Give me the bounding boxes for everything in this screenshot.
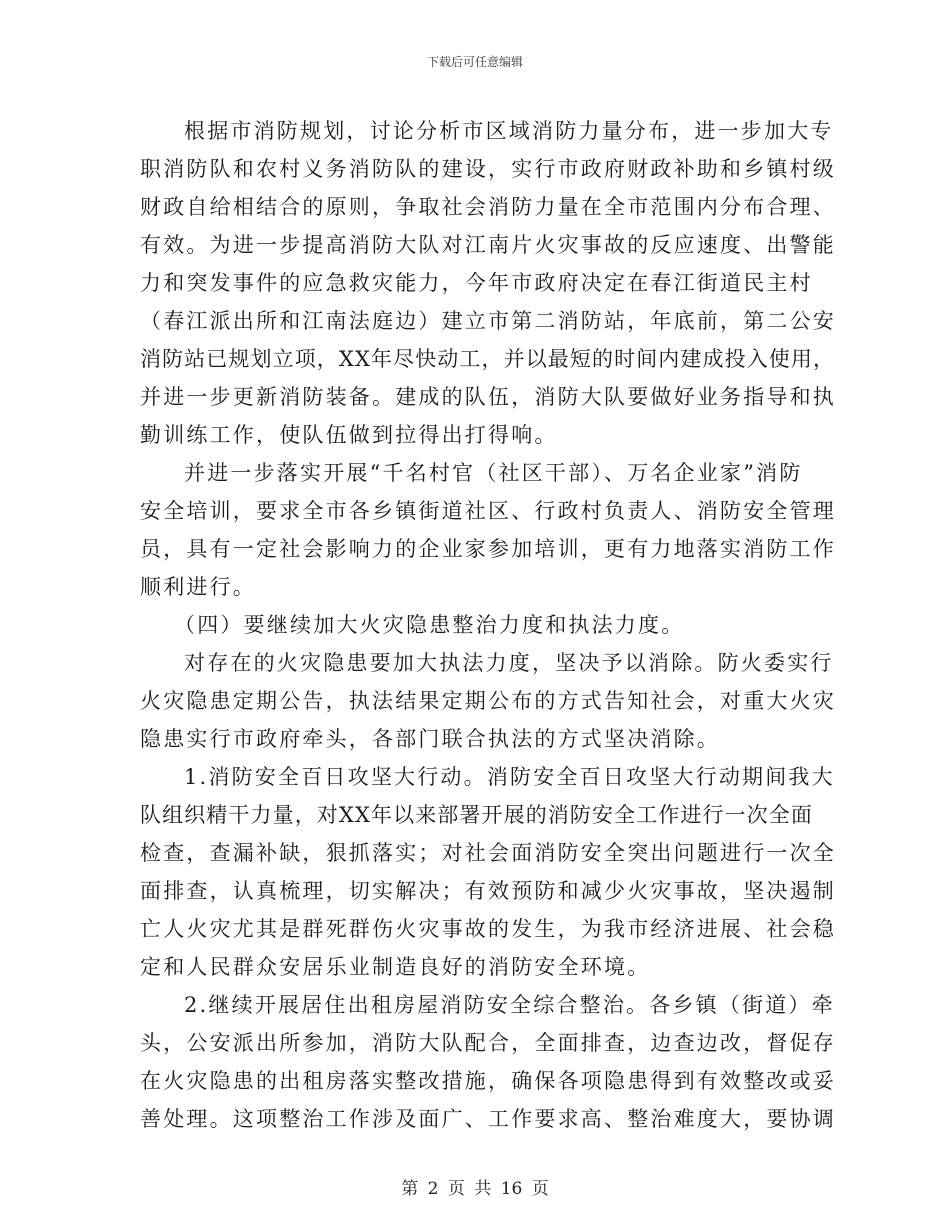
- paragraph-line: 并进一步落实开展“千名村官（社区干部）、万名企业家”消防: [184, 461, 803, 485]
- paragraph-line: 2.继续开展居住出租房屋消防安全综合整治。各乡镇（街道）牵: [184, 993, 835, 1017]
- paragraph-line: 财政自给相结合的原则，争取社会消防力量在全市范围内分布合理、: [140, 195, 836, 219]
- paragraph-line: 根据市消防规划，讨论分析市区域消防力量分布，进一步加大专: [184, 119, 834, 143]
- paragraph-line: （春江派出所和江南法庭边）建立市第二消防站，年底前，第二公安: [140, 309, 836, 333]
- paragraph-line: 顺利进行。: [140, 575, 256, 599]
- paragraph-line: 亡人火灾尤其是群死群伤火灾事故的发生，为我市经济进展、社会稳: [140, 917, 836, 941]
- paragraph-line: 在火灾隐患的出租房落实整改措施，确保各项隐患得到有效整改或妥: [140, 1069, 836, 1093]
- paragraph-line: 安全培训，要求全市各乡镇街道社区、行政村负责人、消防安全管理: [140, 499, 836, 523]
- paragraph-line: 对存在的火灾隐患要加大执法力度，坚决予以消除。防火委实行: [184, 651, 834, 675]
- paragraph-line: 员，具有一定社会影响力的企业家参加培训，更有力地落实消防工作: [140, 537, 836, 561]
- page-number: 第 2 页 共 16 页: [401, 1179, 549, 1199]
- paragraph-line: 火灾隐患定期公告，执法结果定期公布的方式告知社会，对重大火灾: [140, 689, 836, 713]
- paragraph-line: 1.消防安全百日攻坚大行动。消防安全百日攻坚大行动期间我大: [184, 765, 835, 789]
- paragraph-line: 并进一步更新消防装备。建成的队伍，消防大队要做好业务指导和执: [140, 385, 836, 409]
- paragraph-line: 面排查，认真梳理，切实解决；有效预防和减少火灾事故，坚决遏制: [140, 879, 836, 903]
- paragraph-line: 职消防队和农村义务消防队的建设，实行市政府财政补助和乡镇村级: [140, 157, 836, 181]
- document-body: [140, 112, 836, 1138]
- section-heading: （四）要继续加大火灾隐患整治力度和执法力度。: [174, 613, 685, 637]
- paragraph-line: 勤训练工作，使队伍做到拉得出打得响。: [140, 423, 558, 447]
- paragraph-line: 力和突发事件的应急救灾能力，今年市政府决定在春江街道民主村: [140, 271, 813, 295]
- paragraph-line: 队组织精干力量，对XX年以来部署开展的消防安全工作进行一次全面: [140, 803, 813, 827]
- paragraph-line: 善处理。这项整治工作涉及面广、工作要求高、整治难度大，要协调: [140, 1107, 836, 1131]
- paragraph-line: 定和人民群众安居乐业制造良好的消防安全环境。: [140, 955, 651, 979]
- paragraph-line: 消防站已规划立项，XX年尽快动工，并以最短的时间内建成投入使用，: [140, 347, 836, 371]
- paragraph-line: 头，公安派出所参加，消防大队配合，全面排查，边查边改，督促存: [140, 1031, 836, 1055]
- paragraph-line: 有效。为进一步提高消防大队对江南片火灾事故的反应速度、出警能: [140, 233, 836, 257]
- page-header-note: 下载后可任意编辑: [426, 55, 523, 69]
- paragraph-line: 检查，查漏补缺，狠抓落实；对社会面消防安全突出问题进行一次全: [140, 841, 836, 865]
- paragraph-line: 隐患实行市政府牵头，各部门联合执法的方式坚决消除。: [140, 727, 720, 751]
